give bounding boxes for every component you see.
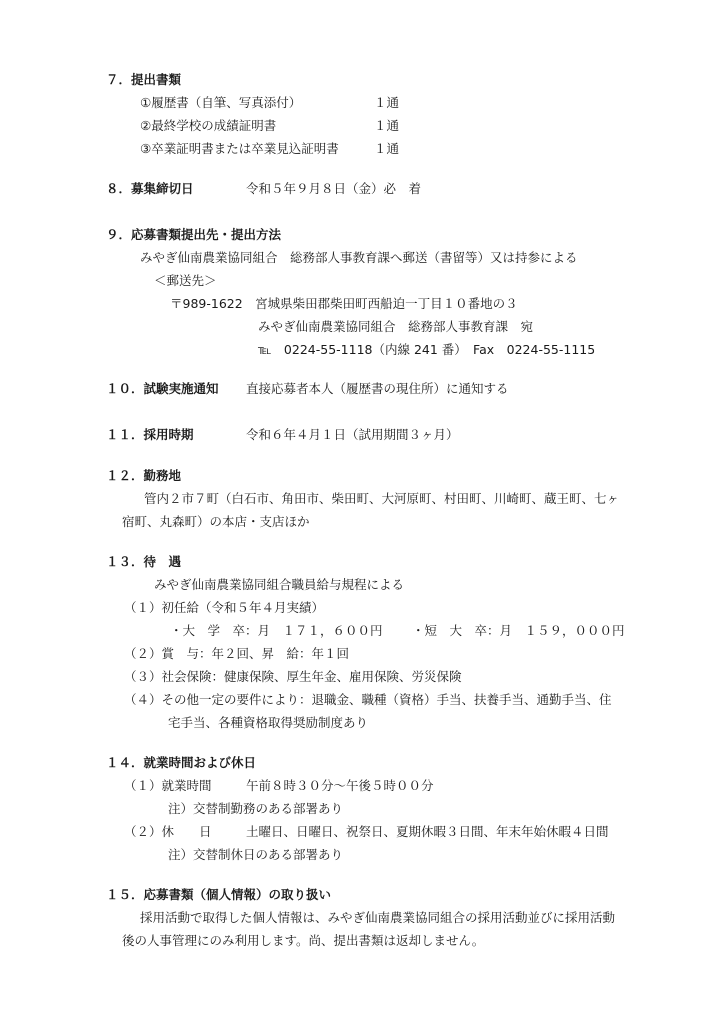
section-7-heading: ７．提出書類 <box>106 72 182 87</box>
privacy-line-1: 採用活動で取得した個人情報は、みやぎ仙南農業協同組合の採用活動並びに採用活動 <box>140 910 616 925</box>
mail-label: ＜郵送先＞ <box>154 273 217 288</box>
social-insurance: （３）社会保険：健康保険、厚生年金、雇用保険、労災保険 <box>124 669 462 684</box>
workplace-line-2: 宿町、丸森町）の本店・支店ほか <box>122 514 310 529</box>
document-item-2: ②最終学校の成績証明書 <box>140 118 277 133</box>
document-item-1-count: １通 <box>374 95 400 110</box>
junior-college-salary: ・短 大 卒：月 １５９，０００円 <box>412 623 625 638</box>
salary-intro: みやぎ仙南農業協同組合職員給与規程による <box>154 577 405 592</box>
document-item-3: ③卒業証明書または卒業見込証明書 <box>140 141 339 156</box>
university-salary: ・大 学 卒：月 １７１，６００円 <box>170 623 383 638</box>
section-12-heading: １２．勤務地 <box>106 468 182 483</box>
document-item-3-count: １通 <box>374 141 400 156</box>
contact-numbers: ℡ 0224-55-1118（内線 241 番） Fax 0224-55-1115 <box>258 342 596 357</box>
section-13-heading: １３．待 遇 <box>106 554 182 569</box>
section-8-heading: ８．募集締切日 <box>106 181 194 196</box>
document-item-2-count: １通 <box>374 118 400 133</box>
working-hours-label: （１）就業時間 <box>124 778 212 793</box>
holidays-value: 土曜日、日曜日、祝祭日、夏期休暇３日間、年末年始休暇４日間 <box>246 824 609 839</box>
section-9-heading: ９．応募書類提出先・提出方法 <box>106 227 282 242</box>
mail-recipient: みやぎ仙南農業協同組合 総務部人事教育課 宛 <box>258 319 534 334</box>
other-allowances-line-1: （４）その他一定の要件により：退職金、職種（資格）手当、扶養手当、通勤手当、住 <box>124 692 612 707</box>
other-allowances-line-2: 宅手当、各種資格取得奨励制度あり <box>168 715 369 730</box>
document-item-1: ①履歴書（自筆、写真添付） <box>140 95 302 110</box>
holidays-note: 注）交替制休日のある部署あり <box>168 847 344 862</box>
privacy-line-2: 後の人事管理にのみ利用します。尚、提出書類は返却しません。 <box>122 933 485 948</box>
starting-salary-label: （１）初任給（令和５年４月実績） <box>124 600 325 615</box>
working-hours-value: 午前８時３０分～午後５時００分 <box>246 778 434 793</box>
working-hours-note: 注）交替制勤務のある部署あり <box>168 801 344 816</box>
section-10-heading: １０．試験実施通知 <box>106 381 219 396</box>
exam-notice-value: 直接応募者本人（履歴書の現住所）に通知する <box>246 381 509 396</box>
bonus-raise: （２）賞 与：年２回、昇 給：年１回 <box>124 646 350 661</box>
hire-date-value: 令和６年４月１日（試用期間３ヶ月） <box>246 427 459 442</box>
section-11-heading: １１．採用時期 <box>106 427 194 442</box>
workplace-line-1: 管内２市７町（白石市、角田市、柴田町、大河原町、村田町、川崎町、蔵王町、七ヶ <box>144 491 620 506</box>
section-14-heading: １４．就業時間および休日 <box>106 755 257 770</box>
holidays-label: （２）休 日 <box>124 824 212 839</box>
submission-method: みやぎ仙南農業協同組合 総務部人事教育課へ郵送（書留等）又は持参による <box>140 250 578 265</box>
deadline-value: 令和５年９月８日（金）必 着 <box>246 181 422 196</box>
section-15-heading: １５．応募書類（個人情報）の取り扱い <box>106 887 332 902</box>
mail-address: 〒989-1622 宮城県柴田郡柴田町西船迫一丁目１０番地の３ <box>170 296 518 311</box>
